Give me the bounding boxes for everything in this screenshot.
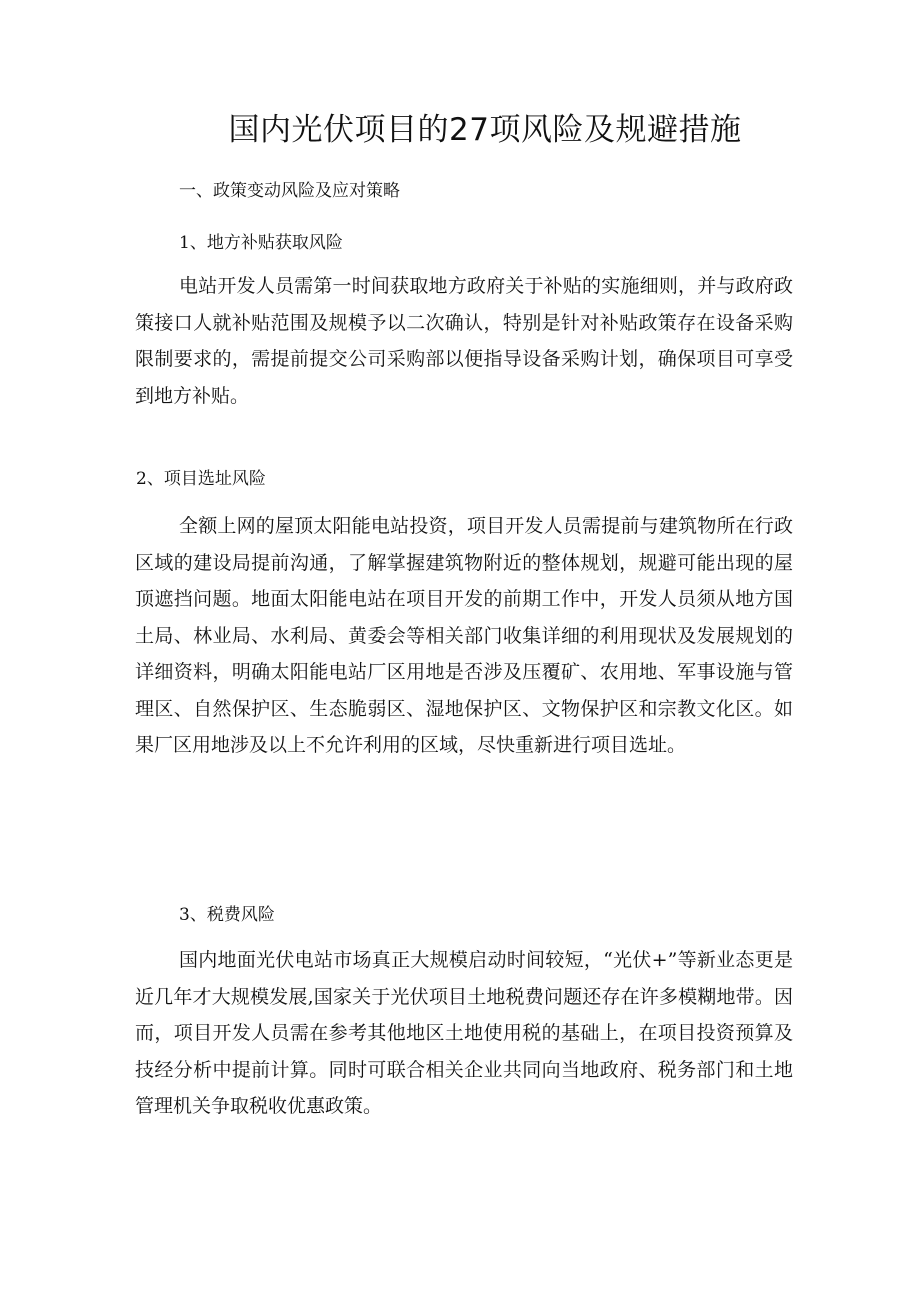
paragraph-local-subsidy-risk: 电站开发人员需第一时间获取地方政府关于补贴的实施细则，并与政府政策接口人就补贴范围及规模予以二次确认，特别是针对补贴政策存在设备采购限制要求的，需提前提交公司采购部以便指导设备采购计划，确保项目可享受到地方补贴。: [135, 275, 793, 407]
subheading-local-subsidy-risk: 1、地方补贴获取风险: [179, 233, 343, 253]
document-title: 国内光伏项目的27项风险及规避措施: [228, 112, 742, 148]
paragraph-tax-risk: 国内地面光伏电站市场真正大规模启动时间较短，“光伏+”等新业态更是近几年才大规模发展,国家关于光伏项目土地税费问题还存在许多模糊地带。因而，项目开发人员需在参考其他地区土地使用税的基础上，在项目投资预算及技经分析中提前计算。同时可联合相关企业共同向当地政府、税务部门和土地管理机关争取税收优惠政策。: [135, 949, 793, 1117]
subheading-tax-risk: 3、税费风险: [179, 905, 275, 925]
subheading-site-selection-risk: 2、项目选址风险: [136, 469, 266, 489]
paragraph-site-selection-risk: 全额上网的屋顶太阳能电站投资，项目开发人员需提前与建筑物所在行政区域的建设局提前沟通，了解掌握建筑物附近的整体规划，规避可能出现的屋顶遮挡问题。地面太阳能电站在项目开发的前期工作中，开发人员须从地方国土局、林业局、水利局、黄委会等相关部门收集详细的利用现状及发展规划的详细资料，明确太阳能电站厂区用地是否涉及压覆矿、农用地、军事设施与管理区、自然保护区、生态脆弱区、湿地保护区、文物保护区和宗教文化区。如果厂区用地涉及以上不允许利用的区域，尽快重新进行项目选址。: [135, 515, 793, 756]
section-heading-policy-risk: 一、政策变动风险及应对策略: [179, 181, 400, 201]
